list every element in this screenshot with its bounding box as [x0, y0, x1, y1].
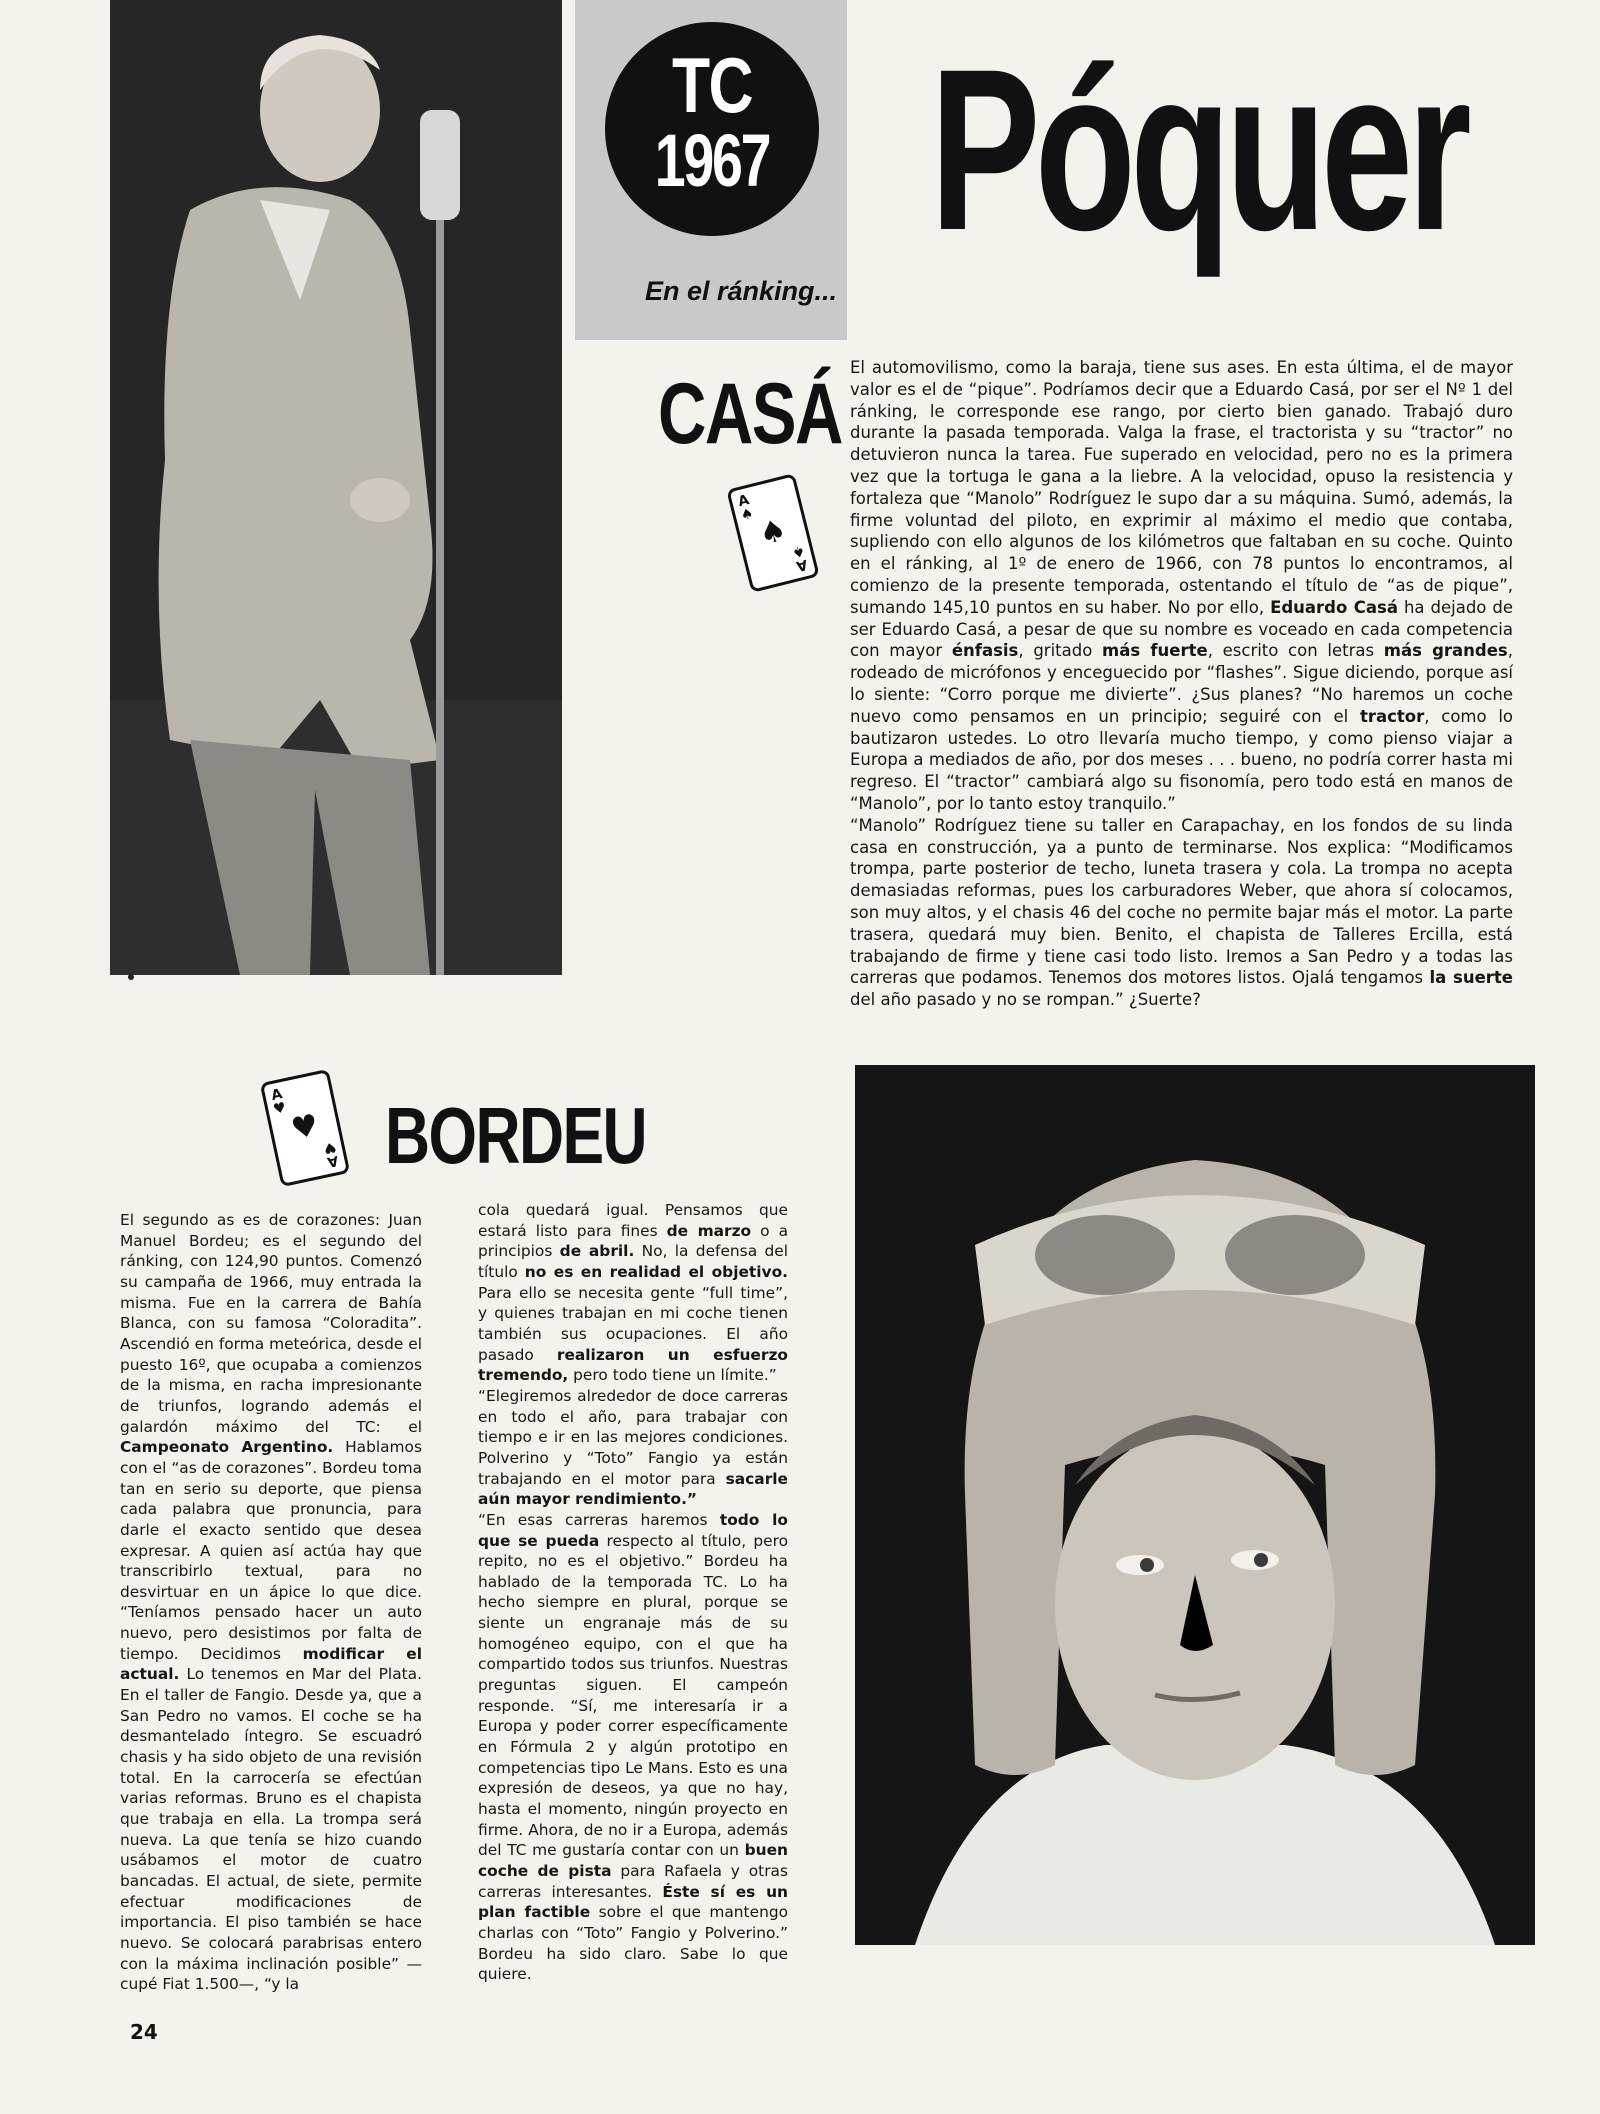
card-corner-bottom: A ♥ [322, 1138, 341, 1170]
bold-text-run: más fuerte [1102, 641, 1208, 661]
bold-text-run: énfasis [951, 641, 1019, 661]
text-run: No, la defensa del título [478, 1242, 788, 1281]
print-speck [128, 974, 134, 980]
card-corner-top: A ♥ [269, 1086, 288, 1118]
bold-text-run: Campeonato Argentino. [120, 1438, 334, 1457]
card-pip: ♥ [288, 1107, 322, 1148]
text-run: para Rafaela y otras carreras interesantes. [478, 1862, 788, 1901]
bold-text-run: sacarle aún mayor rendimiento.” [478, 1469, 788, 1509]
bold-text-run: Eduardo Casá [1270, 597, 1398, 617]
card-pip: ♠ [755, 512, 791, 553]
photo-casa-at-microphone [110, 0, 562, 975]
text-run: “Manolo” Rodríguez tiene su taller en Carapachay, en los fondos de su linda casa en construcción, ya a punto de terminarse. Nos explica: “Modificamos trompa, parte posterior de techo, luneta trasera y cola. La trompa no acepta demasiadas reformas, pues los carburadores Weber, que ahora sí colocamos, son muy altos, y el chasis 46 del coche no permite bajar más el motor. La parte trasera, quedará muy bien. Benito, el chapista de Talleres Ercilla, está trabajando de firme y tiene casi todo listo. Iremos a San Pedro y a todas las carreras que podamos. Tenemos dos motores listos. Ojalá tengamos [850, 815, 1513, 988]
ace-of-hearts-icon [260, 1069, 351, 1187]
article-paragraph [850, 357, 1513, 815]
ace-of-spades-icon [726, 473, 820, 593]
series-badge [575, 0, 847, 340]
card-corner-bottom: A ♠ [790, 541, 810, 574]
text-run: cola quedará igual. Pensamos que estará listo para fines [478, 1201, 788, 1240]
bold-text-run: tractor [1359, 706, 1425, 726]
bold-text-run: de abril. [559, 1242, 635, 1261]
bordeu-text-column-middle [478, 1200, 788, 1985]
text-run: , rodeado de micrófonos y enceguecido por “flashes”. Sigue diciendo, porque así lo siente: “Corro porque me divierte”. ¿Sus planes? “No haremos un coche nuevo como pensamos en un principio; seguiré con el [850, 641, 1514, 726]
bold-text-run: todo lo que se pueda [478, 1510, 788, 1550]
bold-text-run: Éste sí es un plan factible [478, 1882, 788, 1922]
article-paragraph [478, 1200, 788, 1386]
bordeu-text-column-left [120, 1210, 422, 1995]
photo-bordeu-helmet-portrait [855, 1065, 1535, 1945]
bold-text-run: modificar el actual. [120, 1644, 422, 1684]
text-run: , escrito con letras [1207, 641, 1384, 661]
article-paragraph [478, 1510, 788, 1985]
text-run: “En esas carreras haremos [478, 1510, 720, 1529]
article-title: Póquer [930, 21, 1466, 278]
text-run: Hablamos con el “as de corazones”. Bordeu toma tan en serio su deporte, que piensa cada palabra que pronuncia, para darle el exacto sentido que desea expresar. A quien así actúa hay que transcribirlo textual, para no desvirtuar en un ápice lo que dice. “Teníamos pensado hacer un auto nuevo, pero desistimos por falta de tiempo. Decidimos [120, 1438, 422, 1663]
text-run: “Elegiremos alrededor de doce carreras en todo el año, para trabajar con tiempo e ir en las mejores condiciones. Polverino y “Toto” Fangio ya están trabajando en el motor para [478, 1386, 788, 1488]
text-run: , como lo bautizaron ustedes. Lo otro llevaría mucho tiempo, y como pienso viajar a Europa a mediados de año, por dos meses . . . bueno, no podría correr hasta mi regreso. El “tractor” cambiará algo su fisonomía, pero todo está en manos de “Manolo”, por lo tanto estoy tranquilo.” [850, 706, 1514, 813]
text-run: ha dejado de ser Eduardo Casá, a pesar de que su nombre es voceado en cada competencia con mayor [850, 597, 1513, 661]
card-corner-top: A ♠ [736, 492, 756, 525]
bold-text-run: no es en realidad el objetivo. [524, 1262, 789, 1281]
badge-year: 1967 [654, 119, 770, 202]
bold-text-run: más grandes [1383, 641, 1508, 661]
text-run: El segundo as es de corazones: Juan Manuel Bordeu; es el segundo del ránking, con 124,90 puntos. Comenzó su campaña de 1966, muy entrada la misma. Fue en la carrera de Bahía Blanca, con su famosa “Coloradita”. Ascendió en forma meteórica, desde el puesto 16º, que ocupaba a comienzos de la misma, en racha impresionante de triunfos, logrando además el galardón máximo del TC: el [120, 1211, 422, 1436]
article-paragraph [478, 1386, 788, 1510]
casa-article-text [850, 357, 1513, 1011]
text-run: Lo tenemos en Mar del Plata. En el taller de Fangio. Desde ya, que a San Pedro no vamos. El coche se ha desmantelado íntegro. Se escuadró chasis y ha sido objeto de una revisión total. En la carrocería se efectúan varias reformas. Bruno es el chapista que trabaja en ella. La trompa será nueva. La que tenía se hizo cuando usábamos el motor de cuatro bancadas. El actual, de siete, permite efectuar modificaciones de importancia. El piso también se hace nuevo. Se colocará parabrisas entero con la máxima inclinación posible” —cupé Fiat 1.500—, “y la [120, 1665, 422, 1994]
bold-text-run: buen coche de pista [478, 1841, 788, 1880]
text-run: sobre el que mantengo charlas con “Toto” Fangio y Polverino.” Bordeu ha sido claro. Sabe lo que quiere. [478, 1903, 789, 1984]
bold-text-run: la suerte [1429, 968, 1513, 988]
article-paragraph [120, 1210, 422, 1995]
heading-bordeu: BORDEU [385, 1091, 647, 1180]
page-number: 24 [130, 2020, 158, 2044]
text-run: Para ello se necesita gente “full time”, y quienes trabajan en mi coche tienen también sus ocupaciones. El año pasado [478, 1283, 788, 1364]
text-run: o a principios [478, 1221, 789, 1261]
text-run: pero todo tiene un límite.” [568, 1366, 777, 1385]
heading-casa: CASÁ [658, 366, 842, 462]
badge-circle [605, 22, 819, 236]
text-run: , gritado [1018, 641, 1103, 661]
bold-text-run: realizaron un esfuerzo tremendo, [478, 1345, 788, 1385]
text-run: El automovilismo, como la baraja, tiene sus ases. En esta última, el de mayor valor es el de “pique”. Podríamos decir que a Eduardo Casá, por ser el Nº 1 del ránking, le corresponde ese rango, por cierto bien ganado. Trabajó duro durante la pasada temporada. Valga la frase, el tractorista y su “tractor” no detuvieron nunca la tarea. Fue superado en velocidad, pero no es la primera vez que la tortuga le gana a la liebre. A la velocidad, opuso la resistencia y fortaleza que “Manolo” Rodríguez le supo dar a su máquina. Sumó, además, la firme voluntad del piloto, en exprimir al máximo el medio que contaba, supliendo con ello algunos de los kilómetros que faltaban en su coche. Quinto en el ránking, al 1º de enero de 1966, con 78 puntos lo encontramos, al comienzo de la presente temporada, ostentando el título de “as de pique”, sumando 145,10 puntos en su haber. No por ello, [850, 358, 1513, 617]
bold-text-run: de marzo [666, 1221, 752, 1240]
badge-tc: TC [672, 41, 752, 129]
text-run: del año pasado y no se rompan.” ¿Suerte? [850, 990, 1201, 1010]
badge-caption: En el ránking... [645, 276, 838, 306]
article-paragraph [850, 815, 1513, 1011]
text-run: respecto al título, pero repito, no es el objetivo.” Bordeu ha hablado de la temporada TC. Lo ha hecho siempre en plural, porque se siente un engranaje más de su homogéneo equipo, con el que ha compartido todos sus triunfos. Nuestras preguntas siguen. El campeón responde. “Sí, me interesaría ir a Europa y poder correr específicamente en Fórmula 2 y algún prototipo en competencias tipo Le Mans. Esto es una expresión de deseos, ya que no hay, hasta el momento, ningún proyecto en firme. Ahora, de no ir a Europa, además del TC me gustaría contar con un [478, 1531, 789, 1860]
